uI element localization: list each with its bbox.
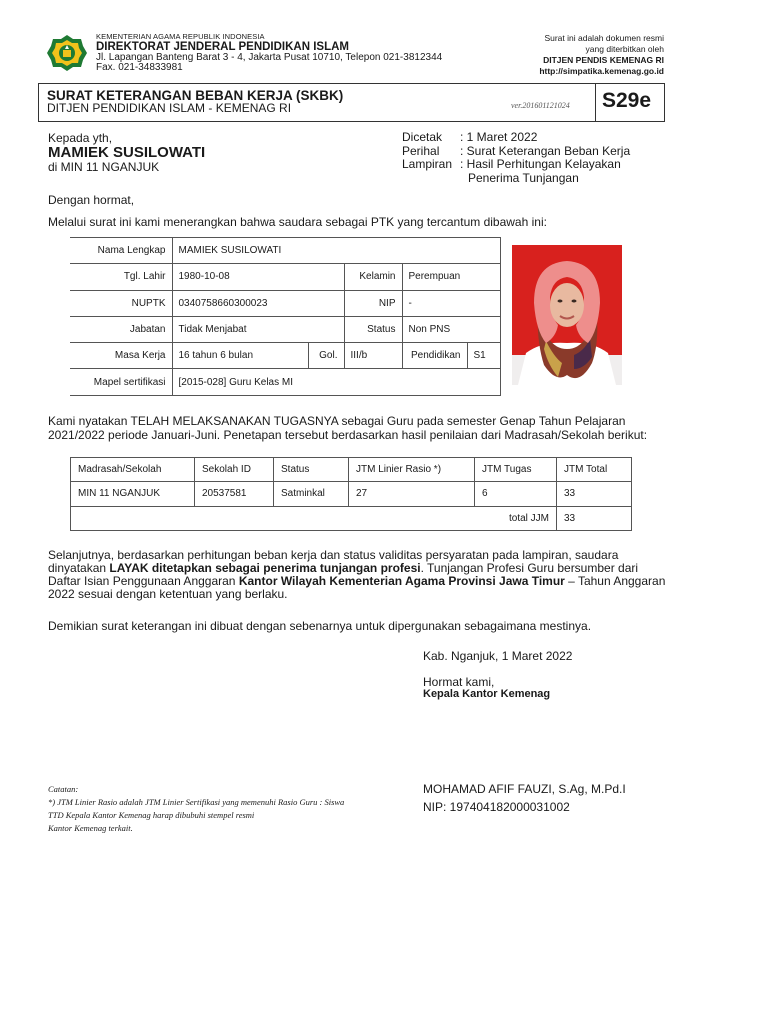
result-paragraph (48, 549, 668, 601)
document-title-box (38, 83, 665, 122)
value-jabatan: Tidak Menjabat (172, 316, 344, 342)
notes-line: *) JTM Linier Rasio adalah JTM Linier Sertifikasi yang memenuhi Rasio Guru : Siswa (48, 797, 345, 807)
table-row (70, 290, 501, 316)
label-status: Status (344, 316, 402, 342)
table-row (70, 343, 501, 369)
closing-paragraph: Demikian surat keterangan ini dibuat dengan sebenarnya untuk dipergunakan sebagaimana mestinya. (48, 619, 592, 633)
label-kelamin: Kelamin (344, 264, 402, 290)
label-nama: Nama Lengkap (70, 238, 172, 264)
teacher-photo (512, 245, 622, 385)
result-text-c: . Tunjangan Profesi Guru bersumber dari Daftar Isian Penggunaan Anggaran (48, 561, 639, 588)
meta-key (402, 172, 460, 186)
document-version: ver.201601121024 (511, 101, 570, 110)
meta-key: Dicetak (402, 130, 443, 144)
notes-line: Kantor Kemenag terkait. (48, 823, 133, 833)
meta-key: Lampiran (402, 157, 453, 171)
label-mapel: Mapel sertifikasi (70, 369, 172, 395)
table-total-row (71, 506, 632, 530)
label-nip: NIP (344, 290, 402, 316)
signatory-nip: NIP: 197404182000031002 (423, 800, 570, 814)
recipient-place: di MIN 11 NGANJUK (48, 160, 160, 174)
official-notice-line1: Surat ini adalah dokumen resmi (544, 33, 664, 43)
label-jabatan: Jabatan (70, 316, 172, 342)
meta-value: Penerima Tunjangan (468, 170, 579, 185)
result-text-e: – Tahun Anggaran 2022 sesuai dengan ketentuan yang berlaku. (48, 574, 666, 601)
cell-jtm-total: 33 (557, 482, 632, 506)
recipient-greeting: Kepada yth, (48, 131, 113, 145)
label-pendidikan: Pendidikan (402, 343, 467, 369)
official-notice-issuer: DITJEN PENDIS KEMENAG RI (543, 55, 664, 65)
signatory-name: MOHAMAD AFIF FAUZI, S.Ag, M.Pd.I (423, 782, 626, 796)
table-row (70, 264, 501, 290)
result-text-a: Selanjutnya, berdasarkan perhitungan beban kerja dan status validitas persyaratan pada lampiran, saudara dinyatakan (48, 548, 619, 575)
notes (48, 783, 344, 835)
cell-sekolah-id: 20537581 (195, 482, 274, 506)
document-code: S29e (602, 89, 652, 112)
meta-row-lampiran (402, 158, 660, 172)
header-status: Status (274, 458, 349, 482)
cell-madrasah: MIN 11 NGANJUK (71, 482, 195, 506)
table-header-row (71, 458, 632, 482)
title-divider (595, 84, 596, 121)
document-title: SURAT KETERANGAN BEBAN KERJA (SKBK) (47, 88, 344, 103)
directorate-name: DIREKTORAT JENDERAL PENDIDIKAN ISLAM (96, 41, 350, 53)
label-nuptk: NUPTK (70, 290, 172, 316)
signature-regards: Hormat kami, (423, 675, 495, 689)
value-lahir: 1980-10-08 (172, 264, 344, 290)
header-jtm-total: JTM Total (557, 458, 632, 482)
identity-table (70, 237, 501, 396)
result-budget-office: Kantor Wilayah Kementerian Agama Provinsi Jawa Timur (238, 574, 565, 588)
value-pendidikan: S1 (467, 343, 501, 369)
statement-paragraph: Kami nyatakan TELAH MELAKSANAKAN TUGASNYA sebagai Guru pada semester Genap Tahun Pelajaran 2021/2022 periode Januari-Juni. Penetapan tersebut berdasarkan hasil penilaian dari Madrasah/Sekolah berikut: (48, 414, 648, 442)
recipient-name: MAMIEK SUSILOWATI (48, 144, 206, 161)
document-subtitle: DITJEN PENDIDIKAN ISLAM - KEMENAG RI (47, 101, 292, 115)
meta-value: : Hasil Perhitungan Kelayakan (460, 157, 621, 171)
value-nuptk: 0340758660300023 (172, 290, 344, 316)
official-notice-line2: yang diterbitkan oleh (585, 44, 664, 54)
header-madrasah: Madrasah/Sekolah (71, 458, 195, 482)
meta-row-lampiran-cont (402, 172, 660, 186)
meta-key: Perihal (402, 143, 440, 158)
table-row (70, 238, 501, 264)
intro-paragraph: Melalui surat ini kami menerangkan bahwa saudara sebagai PTK yang tercantum dibawah ini: (48, 215, 547, 229)
header-sekolah-id: Sekolah ID (195, 458, 274, 482)
school-table (70, 457, 632, 531)
cell-status: Satminkal (274, 482, 349, 506)
value-nip: - (402, 290, 501, 316)
value-kelamin: Perempuan (402, 264, 501, 290)
header-jtm-linier: JTM Linier Rasio *) (349, 458, 475, 482)
cell-jtm-linier: 27 (349, 482, 475, 506)
salutation: Dengan hormat, (48, 193, 135, 207)
meta-value: : Surat Keterangan Beban Kerja (460, 143, 631, 158)
value-mapel: [2015-028] Guru Kelas MI (172, 369, 501, 395)
kemenag-emblem-icon (46, 34, 88, 72)
notes-line: TTD Kepala Kantor Kemenag harap dibubuhi stempel resmi (48, 810, 255, 820)
label-lahir: Tgl. Lahir (70, 264, 172, 290)
value-gol: III/b (344, 343, 402, 369)
cell-jtm-tugas: 6 (475, 482, 557, 506)
table-row (70, 369, 501, 395)
value-masa-kerja: 16 tahun 6 bulan (172, 343, 308, 369)
ministry-name: KEMENTERIAN AGAMA REPUBLIK INDONESIA (96, 32, 265, 41)
meta-row-dicetak (402, 131, 660, 145)
table-row (70, 316, 501, 342)
official-notice (539, 33, 664, 77)
signature-role: Kepala Kantor Kemenag (423, 688, 551, 700)
label-gol: Gol. (308, 343, 344, 369)
result-eligibility: LAYAK ditetapkan sebagai penerima tunjangan profesi (109, 561, 421, 575)
meta-row-perihal (402, 145, 660, 159)
total-jjm-value: 33 (557, 506, 632, 530)
total-jjm-label: total JJM (71, 506, 557, 530)
value-status: Non PNS (402, 316, 501, 342)
label-masa-kerja: Masa Kerja (70, 343, 172, 369)
table-row (71, 482, 632, 506)
official-notice-url[interactable]: http://simpatika.kemenag.go.id (539, 66, 664, 76)
signature-place-date: Kab. Nganjuk, 1 Maret 2022 (423, 649, 573, 663)
notes-title: Catatan: (48, 784, 79, 794)
office-fax: Fax. 021-34833981 (96, 62, 183, 73)
meta-value: : 1 Maret 2022 (460, 130, 538, 144)
header-jtm-tugas: JTM Tugas (475, 458, 557, 482)
office-address: Jl. Lapangan Banteng Barat 3 - 4, Jakarta Pusat 10710, Telepon 021-3812344 (96, 52, 443, 63)
letter-meta (402, 131, 660, 185)
value-nama: MAMIEK SUSILOWATI (172, 238, 501, 264)
